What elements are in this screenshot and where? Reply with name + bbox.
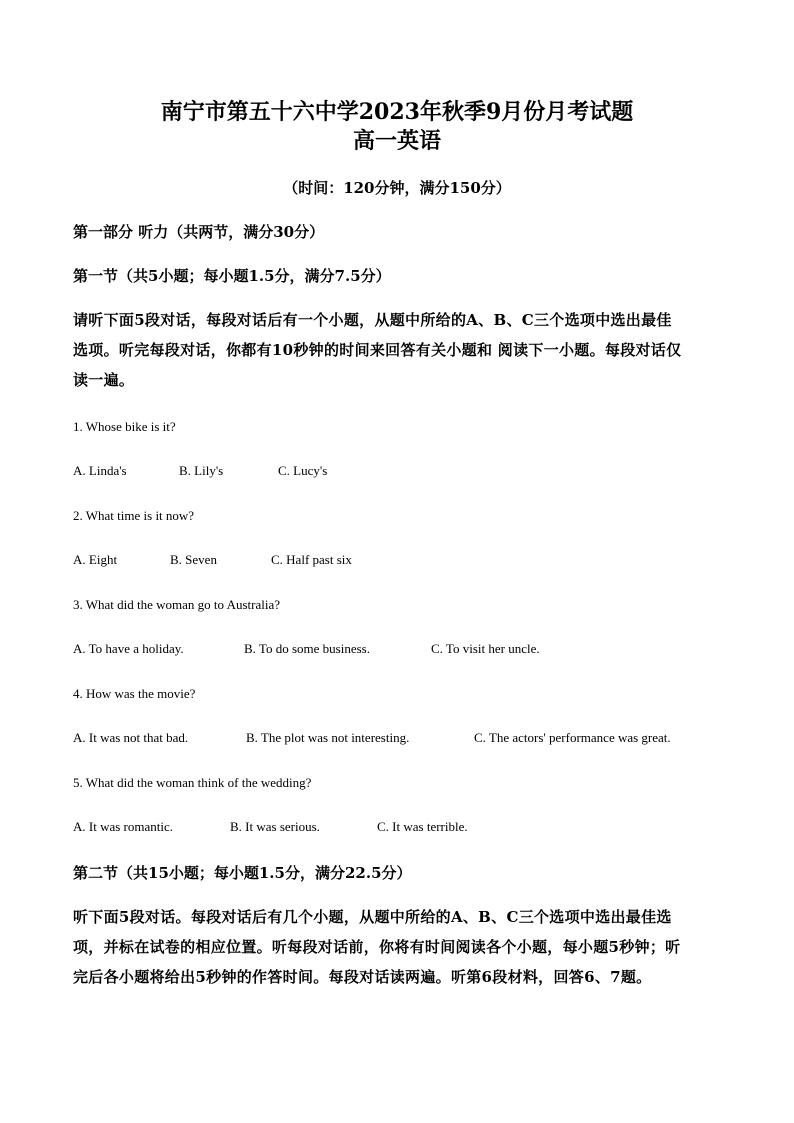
question-3-option-c: C. To visit her uncle. (431, 641, 540, 656)
section2-heading: 第二节（共15小题；每小题1.5分，满分22.5分） (73, 864, 412, 882)
instruction-line: 完后各小题将给出5秒钟的作答时间。每段对话读两遍。听第6段材料，回答6、7题。 (73, 968, 652, 986)
question-3-option-b: B. To do some business. (244, 641, 370, 656)
part1-heading: 第一部分 听力（共两节，满分30分） (73, 223, 325, 241)
section1-instructions (73, 305, 721, 395)
section2-instructions (73, 902, 721, 992)
instruction-line: 听下面5段对话。每段对话后有几个小题，从题中所给的A、B、C三个选项中选出最佳选 (73, 908, 672, 926)
question-1-option-b: B. Lily's (179, 463, 224, 478)
instruction-line: 项，并标在试卷的相应位置。听每段对话前，你将有时间阅读各个小题，每小题5秒钟；听 (73, 938, 681, 956)
question-2-option-b: B. Seven (170, 552, 217, 567)
question-4-option-a: A. It was not that bad. (73, 730, 189, 745)
exam-subject: 高一英语 (352, 128, 441, 154)
question-4-option-b: B. The plot was not interesting. (246, 730, 410, 745)
section1-heading: 第一节（共5小题；每小题1.5分，满分7.5分） (73, 267, 391, 285)
question-4: 4. How was the movie? (73, 686, 196, 701)
question-5: 5. What did the woman think of the wedding? (73, 775, 312, 790)
time-info: （时间：120分钟，满分150分） (283, 179, 511, 197)
question-5-option-c: C. It was terrible. (377, 819, 468, 834)
question-3-option-a: A. To have a holiday. (73, 641, 184, 656)
question-5-option-b: B. It was serious. (230, 819, 320, 834)
instruction-line: 选项。听完每段对话，你都有10秒钟的时间来回答有关小题和 阅读下一小题。每段对话仅 (73, 341, 682, 359)
question-2-option-a: A. Eight (73, 552, 118, 567)
question-1-option-c: C. Lucy's (278, 463, 328, 478)
question-3: 3. What did the woman go to Australia? (73, 597, 280, 612)
question-5-option-a: A. It was romantic. (73, 819, 174, 834)
question-4-option-c: C. The actors' performance was great. (474, 730, 671, 745)
question-2-option-c: C. Half past six (271, 552, 352, 567)
instruction-line: 读一遍。 (73, 371, 135, 389)
question-1-option-a: A. Linda's (73, 463, 127, 478)
question-1: 1. Whose bike is it? (73, 419, 176, 434)
exam-title: 南宁市第五十六中学2023年秋季9月份月考试题 (160, 99, 634, 125)
question-2: 2. What time is it now? (73, 508, 195, 523)
instruction-line: 请听下面5段对话，每段对话后有一个小题，从题中所给的A、B、C三个选项中选出最佳 (73, 311, 672, 329)
